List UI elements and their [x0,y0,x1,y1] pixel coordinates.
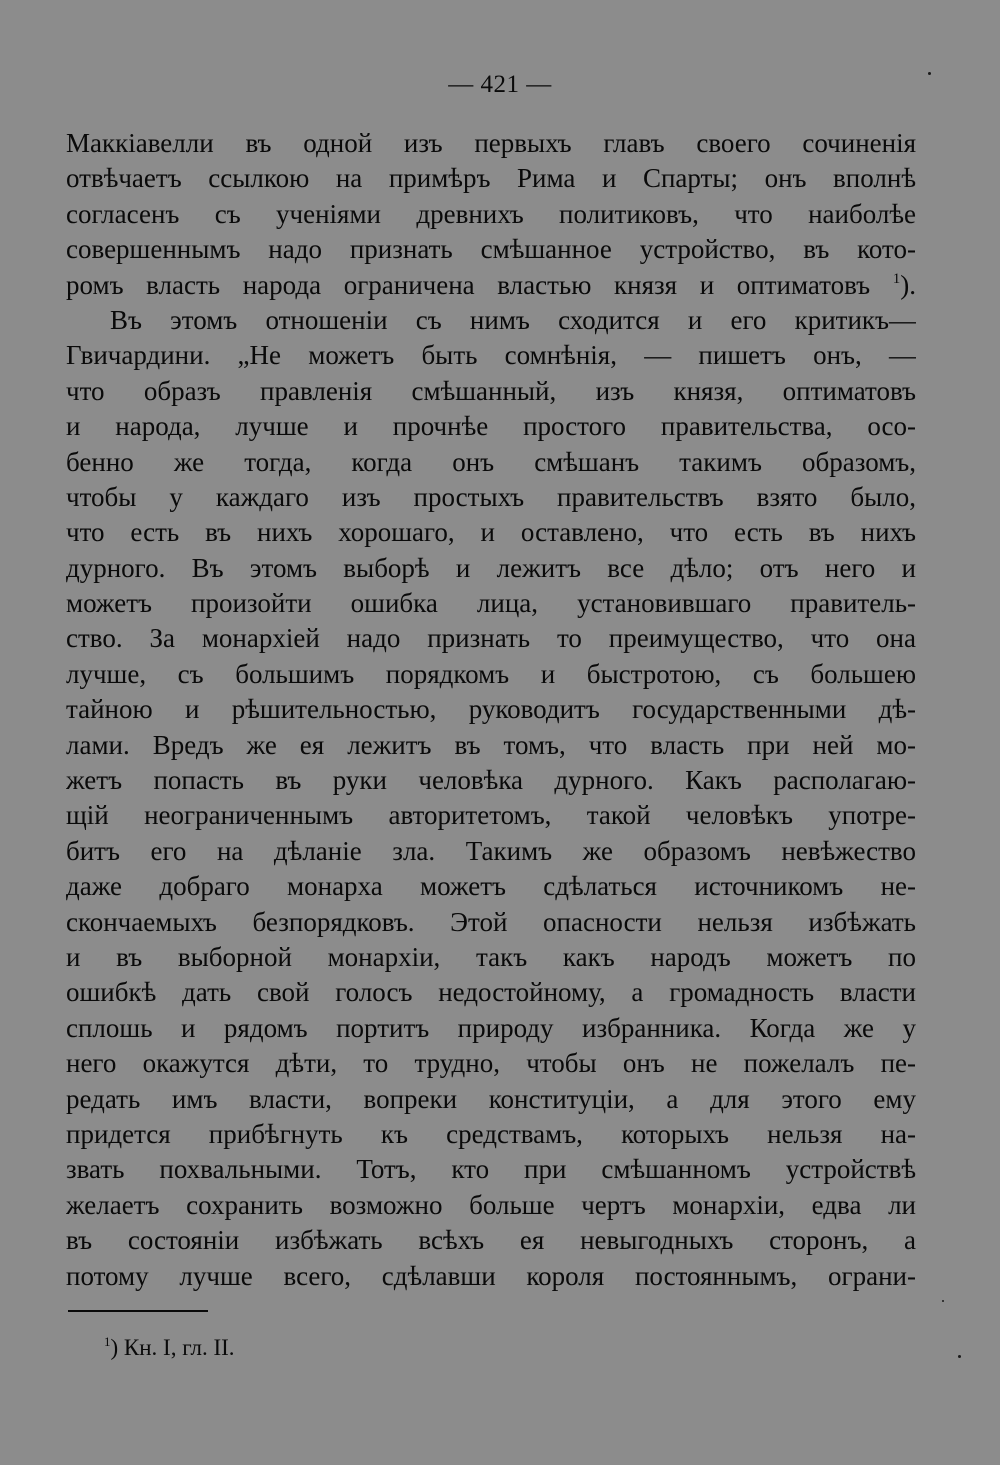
footnote-divider [68,1310,208,1312]
text-line-tail: ). [900,269,916,300]
text-line: что есть въ нихъ хорошаго, и оставлено, что есть въ нихъ [66,517,916,548]
text-line: бенно же тогда, когда онъ смѣшанъ такимъ образомъ, [66,446,916,477]
text-line: лами. Вредъ же ея лежитъ въ томъ, что власть при ней мо- [66,729,916,760]
text-line: скончаемыхъ безпорядковъ. Этой опасности нельзя избѣжать [66,906,916,937]
text-line: чтобы у каждаго изъ простыхъ правительствъ взято было, [66,481,916,512]
text-line: ошибкѣ дать свой голосъ недостойному, а громадность власти [66,977,916,1008]
text-line: Маккіавелли въ одной изъ первыхъ главъ своего сочиненія [66,128,916,158]
text-line: придется прибѣгнуть къ средствамъ, которыхъ нельзя на- [66,1118,916,1149]
scan-speck [958,1355,961,1358]
text-line: согласенъ съ ученіями древнихъ политиковъ, что наиболѣе [66,198,916,229]
text-line: тайною и рѣшительностью, руководитъ государственными дѣ- [66,694,916,725]
text-line: и въ выборной монархіи, такъ какъ народъ можетъ по [66,941,916,972]
text-line: битъ его на дѣланіе зла. Такимъ же образомъ невѣжество [66,835,916,866]
text-line: лучше, съ большимъ порядкомъ и быстротою, съ большею [66,658,916,689]
page-number: — 421 — [448,71,552,98]
footnote-marker: 1 [104,1334,111,1349]
text-line-with-footnote-ref [66,268,916,303]
paragraph-start-line: Въ этомъ отношеніи съ нимъ сходится и его критикъ— [110,304,916,335]
scan-speck [928,72,931,75]
text-line: и народа, лучше и прочнѣе простого правительства, осо- [66,411,916,442]
text-line: редать имъ власти, вопреки конституціи, а для этого ему [66,1083,916,1114]
text-line: жетъ попасть въ руки человѣка дурного. Какъ располагаю- [66,765,916,796]
footnote-text: ) Кн. I, гл. II. [110,1335,235,1360]
text-line: щій неограниченнымъ авторитетомъ, такой человѣкъ употре- [66,800,916,831]
text-line: даже добраго монарха можетъ сдѣлаться источникомъ не- [66,871,916,902]
text-line: въ состояніи избѣжать всѣхъ ея невыгодныхъ сторонъ, а [66,1225,916,1256]
text-line: желаетъ сохранить возможно больше чертъ монархіи, едва ли [66,1189,916,1220]
text-line: отвѣчаетъ ссылкою на примѣръ Рима и Спарты; онъ вполнѣ [66,163,916,194]
body-text [66,126,916,1294]
text-line: можетъ произойти ошибка лица, установившаго правитель- [66,588,916,619]
text-line: дурного. Въ этомъ выборѣ и лежитъ все дѣло; отъ него и [66,552,916,583]
footnote [104,1334,235,1362]
text-line-content: ромъ власть народа ограничена властью князя и оптиматовъ [66,269,871,300]
text-line: Гвичардини. „Не можетъ быть сомнѣнія, — пишетъ онъ, — [66,340,916,371]
text-line: него окажутся дѣти, то трудно, чтобы онъ не пожелалъ пе- [66,1048,916,1079]
footnote-reference: 1 [892,270,901,287]
text-line: сплошь и рядомъ портитъ природу избранника. Когда же у [66,1012,916,1043]
text-line: звать похвальными. Тотъ, кто при смѣшанномъ устройствѣ [66,1154,916,1185]
text-line: что образъ правленія смѣшанный, изъ князя, оптиматовъ [66,375,916,406]
text-line: потому лучше всего, сдѣлавши короля постояннымъ, ограни- [66,1260,916,1291]
text-line: ство. За монархіей надо признать то преимущество, что она [66,623,916,654]
scan-speck [942,1300,944,1302]
text-line: совершеннымъ надо признать смѣшанное устройство, въ кото- [66,234,916,265]
